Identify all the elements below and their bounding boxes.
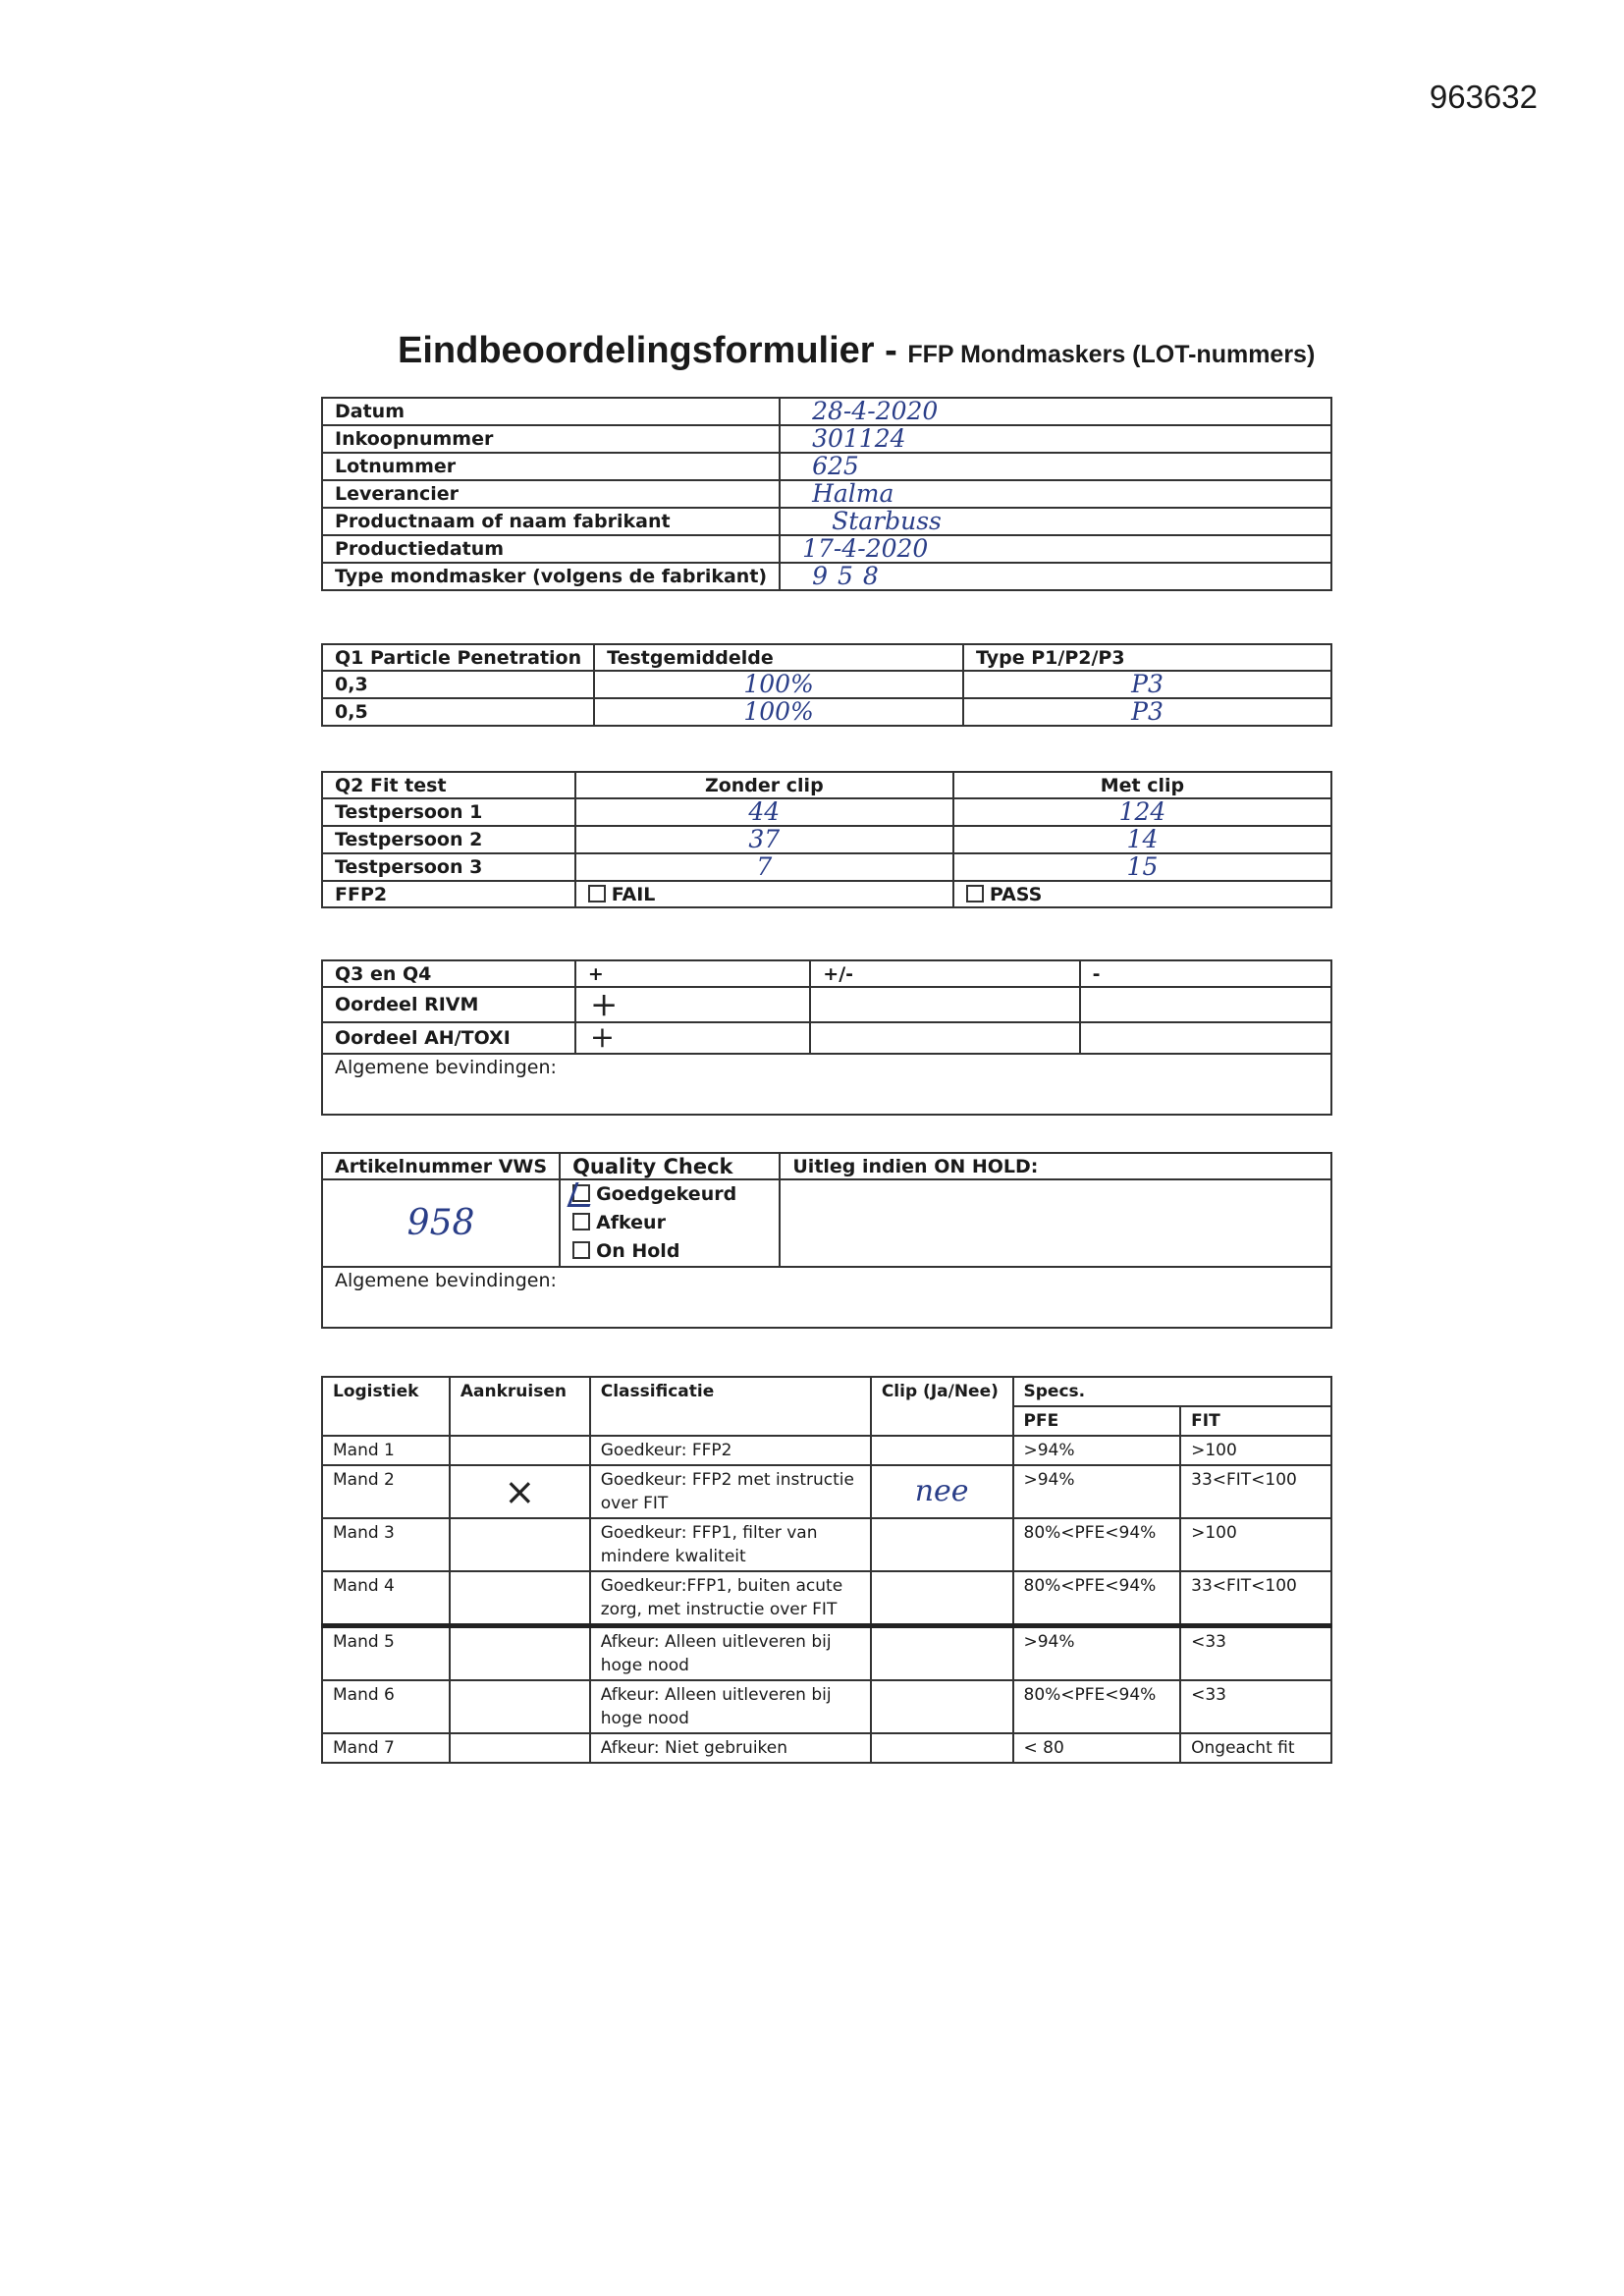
q2-met-cell[interactable] [953, 798, 1331, 826]
title-main: Eindbeoordelingsformulier [398, 330, 875, 371]
mand-label: Mand 7 [322, 1733, 450, 1763]
handwritten-value: nee [914, 1473, 969, 1508]
q3-table [321, 959, 1332, 1116]
fit-cell: 33<FIT<100 [1180, 1571, 1331, 1626]
clip-cell[interactable] [871, 1436, 1013, 1465]
classificatie-cell: Goedkeur: FFP1, filter van mindere kwaliteit [590, 1518, 871, 1571]
fit-cell: >100 [1180, 1518, 1331, 1571]
classificatie-cell: Afkeur: Alleen uitleveren bij hoge nood [590, 1680, 871, 1733]
handwritten-mark: + [589, 987, 619, 1022]
qc-header: Quality Check [560, 1153, 780, 1179]
handwritten-value: 124 [1118, 798, 1166, 826]
q2-row-label: Testpersoon 1 [322, 798, 575, 826]
checkbox-icon [572, 1241, 590, 1259]
pfe-cell: 80%<PFE<94% [1013, 1680, 1181, 1733]
aankruisen-header: Aankruisen [450, 1377, 590, 1436]
info-value[interactable] [780, 398, 1331, 425]
quality-header-row [322, 1153, 1331, 1179]
classificatie-cell: Afkeur: Niet gebruiken [590, 1733, 871, 1763]
qc-option-label: On Hold [596, 1240, 680, 1262]
handwritten-value: Halma [812, 480, 894, 508]
table-row [322, 1436, 1331, 1465]
q1-type-cell[interactable] [963, 671, 1331, 698]
q2-zonder-cell[interactable] [575, 798, 953, 826]
checked-checkbox-icon [572, 1184, 590, 1202]
clip-cell[interactable] [871, 1626, 1013, 1681]
q1-avg-cell[interactable] [594, 698, 963, 726]
findings-label: Algemene bevindingen: [335, 1057, 557, 1078]
aankruisen-cell[interactable] [450, 1733, 590, 1763]
info-value[interactable] [780, 480, 1331, 508]
handwritten-value: 44 [748, 798, 781, 826]
aankruisen-cell[interactable] [450, 1518, 590, 1571]
uitleg-header: Uitleg indien ON HOLD: [780, 1153, 1331, 1179]
info-label: Productnaam of naam fabrikant [322, 508, 780, 535]
info-value[interactable] [780, 425, 1331, 453]
classificatie-cell: Goedkeur: FFP2 [590, 1436, 871, 1465]
handwritten-value: 625 [812, 453, 859, 480]
mand-label: Mand 1 [322, 1436, 450, 1465]
logistics-header: Logistiek [322, 1377, 450, 1436]
fit-cell: <33 [1180, 1680, 1331, 1733]
q2-ffp2-row [322, 881, 1331, 907]
q1-row-label: 0,5 [322, 698, 594, 726]
table-row [322, 1518, 1331, 1571]
checkbox-icon [588, 885, 606, 902]
logistics-header-row [322, 1377, 1331, 1406]
pfe-cell: < 80 [1013, 1733, 1181, 1763]
q3-minus-cell[interactable] [1080, 1022, 1331, 1054]
pfe-header: PFE [1013, 1406, 1181, 1436]
clip-cell[interactable] [871, 1518, 1013, 1571]
quality-table [321, 1152, 1332, 1329]
q3-findings-row [322, 1054, 1331, 1115]
aankruisen-cell[interactable] [450, 1571, 590, 1626]
q3-header-plus: + [575, 960, 810, 987]
q1-type-cell[interactable] [963, 698, 1331, 726]
info-value[interactable] [780, 535, 1331, 563]
qc-options [560, 1179, 780, 1267]
q2-header-met: Met clip [953, 772, 1331, 798]
pfe-cell: >94% [1013, 1465, 1181, 1518]
info-label: Datum [322, 398, 780, 425]
handwritten-value: 17-4-2020 [802, 535, 929, 563]
q3-header-minus: - [1080, 960, 1331, 987]
info-label: Productiedatum [322, 535, 780, 563]
clip-header: Clip (Ja/Nee) [871, 1377, 1013, 1436]
info-row-type [322, 563, 1331, 590]
info-row-datum [322, 398, 1331, 425]
checkbox-icon [572, 1213, 590, 1230]
aankruisen-cell[interactable] [450, 1626, 590, 1681]
pass-label: PASS [989, 883, 1043, 905]
handwritten-mark: + [589, 1022, 615, 1054]
fit-header: FIT [1180, 1406, 1331, 1436]
q1-row-label: 0,3 [322, 671, 594, 698]
q3-plus-cell[interactable] [575, 987, 810, 1022]
q3-plusminus-cell[interactable] [810, 987, 1079, 1022]
info-label: Type mondmasker (volgens de fabrikant) [322, 563, 780, 590]
handwritten-value: 14 [1126, 826, 1159, 853]
q2-row-label: Testpersoon 2 [322, 826, 575, 853]
info-row-leverancier [322, 480, 1331, 508]
q2-row [322, 798, 1331, 826]
aankruisen-cell[interactable] [450, 1680, 590, 1733]
q2-met-cell[interactable] [953, 853, 1331, 881]
q2-zonder-cell[interactable] [575, 826, 953, 853]
info-label: Inkoopnummer [322, 425, 780, 453]
q3-header: Q3 en Q4 [322, 960, 575, 987]
uitleg-field[interactable] [780, 1179, 1331, 1267]
pfe-cell: >94% [1013, 1436, 1181, 1465]
handwritten-value: 100% [743, 698, 814, 726]
classificatie-cell: Goedkeur:FFP1, buiten acute zorg, met instructie over FIT [590, 1571, 871, 1626]
qc-option-label: Afkeur [596, 1212, 666, 1233]
q1-table [321, 643, 1332, 727]
table-row [322, 1626, 1331, 1681]
q3-minus-cell[interactable] [1080, 987, 1331, 1022]
q2-row [322, 853, 1331, 881]
q1-avg-cell[interactable] [594, 671, 963, 698]
fit-cell: Ongeacht fit [1180, 1733, 1331, 1763]
info-value[interactable] [780, 508, 1331, 535]
info-value[interactable] [780, 453, 1331, 480]
clip-cell[interactable] [871, 1571, 1013, 1626]
info-label: Lotnummer [322, 453, 780, 480]
quality-findings-row [322, 1267, 1331, 1328]
form-title [398, 330, 1315, 372]
pfe-cell: 80%<PFE<94% [1013, 1518, 1181, 1571]
q3-header-row [322, 960, 1331, 987]
q2-row [322, 826, 1331, 853]
q1-header-type: Type P1/P2/P3 [963, 644, 1331, 671]
q3-row-ahtoxi [322, 1022, 1331, 1054]
fit-cell: 33<FIT<100 [1180, 1465, 1331, 1518]
fit-cell: <33 [1180, 1626, 1331, 1681]
table-row [322, 1571, 1331, 1626]
q3-row-rivm [322, 987, 1331, 1022]
q1-row [322, 671, 1331, 698]
info-table [321, 397, 1332, 591]
q1-header-avg: Testgemiddelde [594, 644, 963, 671]
info-value[interactable] [780, 563, 1331, 590]
artikel-header: Artikelnummer VWS [322, 1153, 560, 1179]
fit-cell: >100 [1180, 1436, 1331, 1465]
q2-header-row [322, 772, 1331, 798]
handwritten-value: 958 [812, 563, 889, 590]
ffp2-label: FFP2 [322, 881, 575, 907]
qc-option-goedgekeurd[interactable] [572, 1180, 767, 1209]
mand-label: Mand 4 [322, 1571, 450, 1626]
handwritten-value: 7 [756, 853, 773, 881]
table-row [322, 1465, 1331, 1518]
classificatie-cell: Afkeur: Alleen uitleveren bij hoge nood [590, 1626, 871, 1681]
q3-header-plusminus: +/- [810, 960, 1079, 987]
handwritten-value: 37 [748, 826, 781, 853]
q3-plusminus-cell[interactable] [810, 1022, 1079, 1054]
findings-label: Algemene bevindingen: [335, 1270, 557, 1291]
q2-header: Q2 Fit test [322, 772, 575, 798]
info-row-productiedatum [322, 535, 1331, 563]
qc-option-on-hold[interactable] [572, 1237, 767, 1266]
pass-checkbox[interactable] [953, 881, 1331, 907]
qc-option-afkeur[interactable] [572, 1209, 767, 1237]
findings-field[interactable] [322, 1267, 1331, 1328]
document-number: 963632 [1429, 79, 1538, 115]
mand-label: Mand 6 [322, 1680, 450, 1733]
q2-met-cell[interactable] [953, 826, 1331, 853]
title-dash: - [874, 330, 908, 371]
fail-checkbox[interactable] [575, 881, 953, 907]
logistics-table [321, 1376, 1332, 1764]
handwritten-value: P3 [1131, 671, 1164, 698]
findings-field[interactable] [322, 1054, 1331, 1115]
q3-plus-cell[interactable] [575, 1022, 810, 1054]
clip-cell[interactable] [871, 1733, 1013, 1763]
q2-table [321, 771, 1332, 908]
q2-header-zonder: Zonder clip [575, 772, 953, 798]
table-row [322, 1680, 1331, 1733]
q3-row-label: Oordeel AH/TOXI [322, 1022, 575, 1054]
classificatie-cell: Goedkeur: FFP2 met instructie over FIT [590, 1465, 871, 1518]
mand-label: Mand 2 [322, 1465, 450, 1518]
aankruisen-cell[interactable] [450, 1436, 590, 1465]
classificatie-header: Classificatie [590, 1377, 871, 1436]
mand-label: Mand 3 [322, 1518, 450, 1571]
q1-header: Q1 Particle Penetration [322, 644, 594, 671]
aankruisen-cell[interactable]: × [450, 1465, 590, 1518]
specs-header: Specs. [1013, 1377, 1332, 1406]
info-label: Leverancier [322, 480, 780, 508]
info-row-lotnummer [322, 453, 1331, 480]
checkbox-icon [966, 885, 984, 902]
qc-option-label: Goedgekeurd [596, 1183, 737, 1205]
quality-body-row [322, 1179, 1331, 1267]
artikel-value-cell[interactable] [322, 1179, 560, 1267]
pfe-cell: 80%<PFE<94% [1013, 1571, 1181, 1626]
title-sub: FFP Mondmaskers (LOT-nummers) [907, 341, 1316, 368]
clip-cell[interactable] [871, 1465, 1013, 1518]
handwritten-value: 100% [743, 671, 814, 698]
q3-row-label: Oordeel RIVM [322, 987, 575, 1022]
q2-row-label: Testpersoon 3 [322, 853, 575, 881]
handwritten-value: 15 [1126, 853, 1159, 881]
q1-header-row [322, 644, 1331, 671]
pfe-cell: >94% [1013, 1626, 1181, 1681]
info-row-inkoopnummer [322, 425, 1331, 453]
fail-label: FAIL [611, 883, 656, 905]
clip-cell[interactable] [871, 1680, 1013, 1733]
q1-row [322, 698, 1331, 726]
handwritten-value: Starbuss [832, 508, 942, 535]
mand-label: Mand 5 [322, 1626, 450, 1681]
handwritten-value: P3 [1131, 698, 1164, 726]
handwritten-value: 28-4-2020 [812, 398, 939, 425]
handwritten-value: 301124 [812, 425, 906, 453]
table-row [322, 1733, 1331, 1763]
q2-zonder-cell[interactable] [575, 853, 953, 881]
handwritten-value: 958 [406, 1202, 475, 1243]
info-row-productnaam [322, 508, 1331, 535]
